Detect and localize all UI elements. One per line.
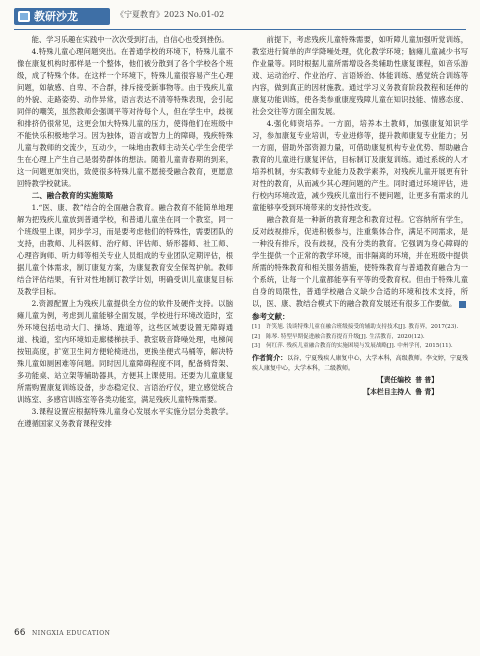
reference-number: [2] <box>252 333 260 340</box>
end-of-article-icon <box>459 301 466 308</box>
paragraph: 4.强化师资培养。一方面，培养本土教师，加强康复知识学习，参加康复专业培训，专业进修等，提升教师康复专业能力；另一方面，借助外部资源力量，可借助康复机构专业优势、帮助融合教育的儿童进行康复评估，目标制订及康复训练。通过系统的人才培养机制，夯实教师专业能力及教学素养，对残疾儿童开展更有针对性的教育，从而减少其心理问题的产生。同时通过环境评估，进行校内环境改造，减少残疾儿童出行不便问题，让更多有需求的儿童能够享受到环境带来的支持性改变。 <box>252 119 468 212</box>
paragraph: 前提下，考虑残疾儿童特殊需要，如听障儿童加强听觉训练，教室进行简单的声学降噪处理，优化教学环境；脑瘫儿童减少书写作业量等。同时根据儿童所需增设各类辅助性康复课程，如音乐游戏、运动治疗、作业治疗、言语矫治、体能训练、感觉统合训练等内容，做到真正的因材施教。通过学习义务教育阶段教程和延伸的康复功能训练，使各类参重康度残障儿童在知识技能、情感态度、社会交往等方面全面发展。 <box>252 35 468 116</box>
reference-text: 何红萍. 残疾儿童融合教育的实施困境与发展战略[J]. 中州学刊，2015(11). <box>266 343 453 349</box>
author-bio <box>252 353 468 374</box>
paragraph: 4.特殊儿童心理问题突出。在普通学校的环境下，特殊儿童不像在康复机构时那样是一个整体，他们被分散到了各个学校各个班级，成了特殊个体。在这样一个环境下，特殊儿童很容易产生心理问题，如敏感、自卑、不合群，排斥接受新事物等。由于残疾儿童的外貌、走路姿势、动作异常，语言表达不清等特殊表现，会引起同伴的嘲笑，虽然教师会强调平等对待每个人，但在学生中，歧视和排挤仍很常见，这更会加大特殊儿童的压力，使得他们在班级中不能快乐积极地学习。因为独体，语言或智力上的障碍，残疾特殊儿童与教师的交流少，互动少，一味地由教师主动关心学生会使学生在心理上产生自己是弱势群体的想法。随着儿童青春期的到来，这一问题更加突出，致使很多特殊儿童不愿接受融合教育，更愿意回特教学校就读。 <box>17 47 233 188</box>
editor-name: 普 普】 <box>415 375 438 384</box>
header-rule <box>14 29 466 30</box>
editor-label: 【责任编校 <box>376 375 411 384</box>
paragraph: 3.课程设置应根据特殊儿童身心发展水平实施分层分类教学。在遵循国家义务教育课程安排 <box>17 407 233 428</box>
right-body <box>252 34 468 310</box>
editor-line <box>252 374 468 386</box>
page-header <box>0 0 480 34</box>
page-footer <box>0 616 480 656</box>
host-name: 鲁 青】 <box>415 387 438 396</box>
footer-journal: NINGXIA EDUCATION <box>32 630 111 637</box>
author-text: 以谷，宁夏残疾人康复中心，大学本科，高级教师。李文婷，宁夏残疾人康复中心，大学本科，二级教师。 <box>252 354 468 372</box>
reference-text: 陈琴. 特型早期促进融合教育提育升级[J]. 生活教育，2020(12). <box>266 333 425 340</box>
right-column <box>252 34 468 616</box>
paragraph: 融合教育是一种新的教育理念和教育过程。它容纳所有学生，反对歧视排斥，促进积极参与，注重集体合作，满足不同需求，是一种没有排斥，没有歧视，没有分类的教育。它强调为身心障碍的学生提供一个正常的教学环境，而非隔离的环境，并在班级中提供所需的特殊教育和相关服务措施，使特殊教育与普通教育融合为一个系统，让每一个儿童都能享有平等的受教育权。但由于特殊儿童自身的局限性，普通学校融合义缺少合适的环境和技术支持，所以，医、康、教结合模式下的融合教育发展还有很多工作要做。 <box>252 215 468 308</box>
journal-issue: 《宁夏教育》2023 No.01-02 <box>116 10 225 19</box>
paragraph: 2.资源配置上为残疾儿童提供全方位的软件及硬件支持。以脑瘫儿童为例，考虑到儿童能够全面发展，学校进行环境改造时，室外环境包括电动大门、操场、跑道等，这些区域要设置无障碍通道、栈道，室内环境如走廊楼梯扶手、教室吸音降噪处理，电梯间按钮高度，扩宽卫生间方便轮椅进出，更换坐便式马桶等，解决特殊儿童如厕困难等问题。同时因儿童障碍程度不同，配备椅背架、多功能桌、站立架等辅助器具，方便其上课使用。还要为儿童康复所需购置康复训练设备，步态稳定仪、言语治疗仪，建立感觉统合训练室、多感官训练室等各类功能室，满足残疾儿童特殊需要。 <box>17 299 233 404</box>
section-heading: 二、融合教育的实施策略 <box>31 191 114 200</box>
host-line <box>252 386 468 398</box>
reference-number: [1] <box>252 324 260 330</box>
column-title: 教研沙龙 <box>34 10 78 23</box>
author-label: 作者简介： <box>252 353 288 362</box>
host-label: 【本栏目主持人 <box>363 387 411 396</box>
paragraph: 能、学习乐趣在实践中一次次受到打击，自信心也受到挫伤。 <box>31 35 229 44</box>
reference-number: [3] <box>252 343 260 349</box>
paragraph: 1.“医、康、教”结合的全面融合教育。融合教育不能简单地理解为把残疾儿童放到普通学校，和普通儿童坐在同一个教室，同一个班级里上课，同步学习，而是要考虑他们的特殊性，需要团队的支持，由教师、儿科医师、治疗师、评估师、矫形器师、社工师、心理咨询师、听力师等相关专业人员组成的专业团队定期评估，根据儿童个体需求，制订康复方案，为康复教育安全保驾护航。教师结合评估结果，有针对性地制订教学计划，明确受训儿童康复目标及教学目标。 <box>17 203 233 296</box>
left-column <box>17 34 233 616</box>
reference-item <box>252 342 468 352</box>
reference-item <box>252 333 468 343</box>
column-badge <box>14 8 110 25</box>
references-list <box>252 323 468 352</box>
reference-item <box>252 323 468 333</box>
reference-text: 许笑旭. 浅谈特殊儿童在融合班级接受的辅助支持技术[J]. 教育界，2017(23). <box>266 324 459 330</box>
references-heading: 参考文献： <box>252 312 290 321</box>
page-number: 66 <box>14 628 26 638</box>
badge-logo-icon <box>18 11 30 22</box>
